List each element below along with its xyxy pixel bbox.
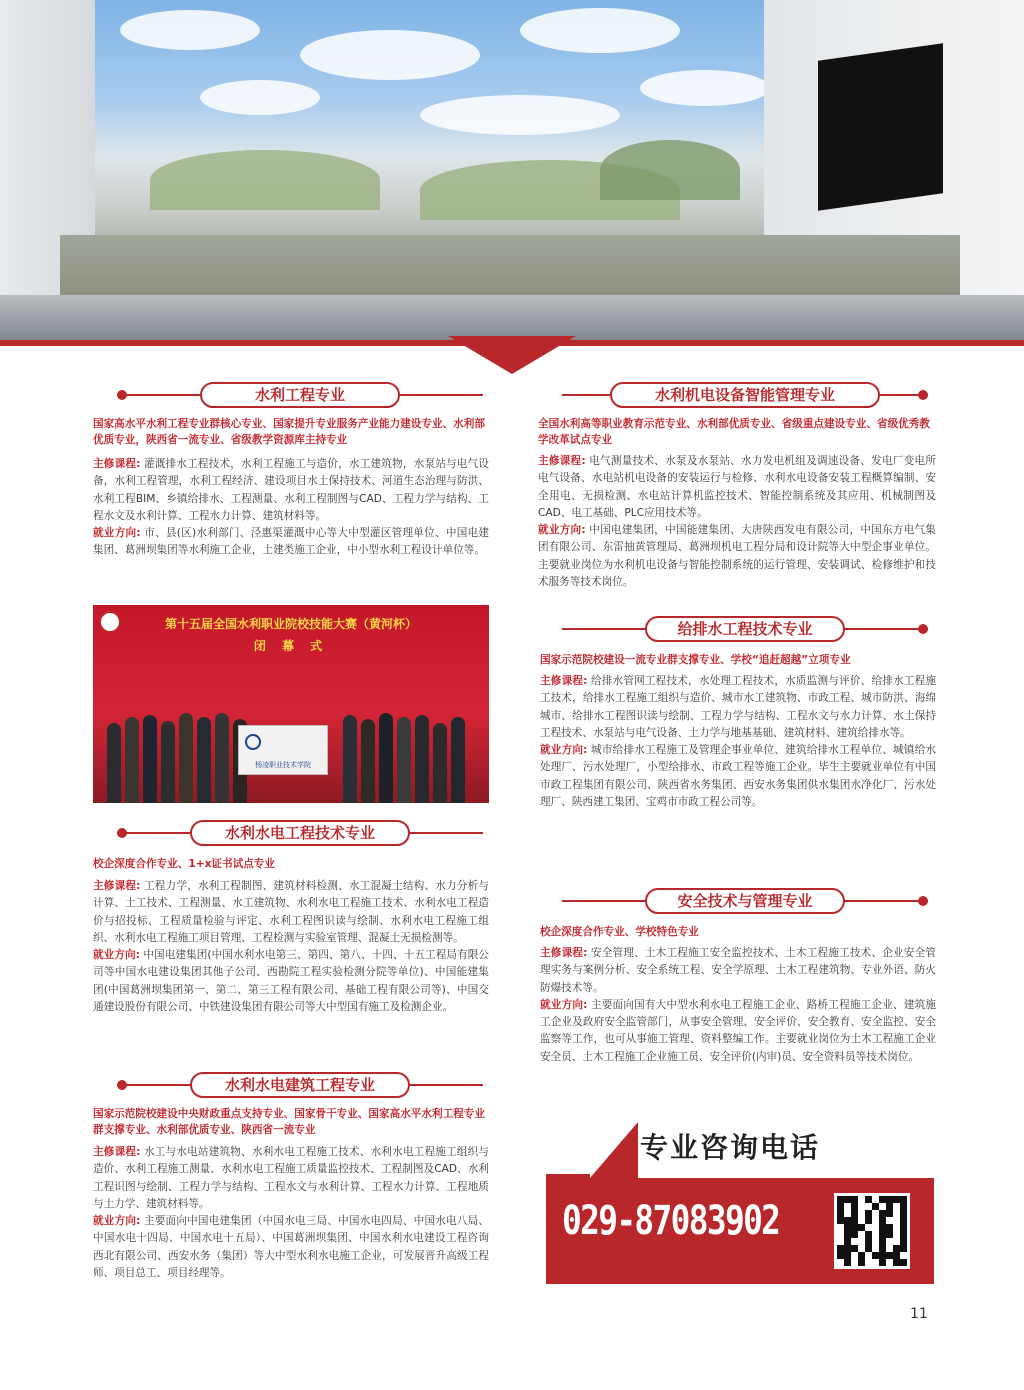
courses-text: 安全管理、土木工程施工安全监控技术、土木工程施工技术、企业安全管理实务与案例分析、安全系统工程、安全学原理、土木工程建筑物、专业外语、防火防爆技术等。 bbox=[540, 947, 936, 994]
courses-label: 主修课程: bbox=[540, 947, 588, 959]
section-title: 水利工程专业 bbox=[200, 382, 400, 408]
courses-label: 主修课程: bbox=[540, 675, 588, 687]
jobs-label: 就业方向: bbox=[538, 524, 586, 537]
photo-banner-title: 第十五届全国水利职业院校技能大赛（黄河杯） bbox=[164, 617, 417, 631]
section-body-shuili bbox=[93, 456, 489, 560]
jobs-label: 就业方向: bbox=[540, 998, 588, 1011]
section-tagline: 国家高水平水利工程专业群核心专业、国家提升专业服务产业能力建设专业、水利部优质专业，陕西省一流专业、省级教学资源库主持专业 bbox=[93, 418, 485, 446]
jobs-label: 就业方向: bbox=[540, 744, 588, 757]
contact-title: 专业咨询电话 bbox=[640, 1131, 821, 1164]
phone-number[interactable]: 029-87083902 bbox=[562, 1198, 780, 1244]
courses-label: 主修课程: bbox=[93, 880, 141, 892]
section-tagline: 国家示范院校建设中央财政重点支持专业、国家骨干专业、国家高水平水利工程专业群支撑专业、水利部优质专业、陕西省一流专业 bbox=[93, 1108, 485, 1136]
section-header-jidian bbox=[562, 382, 928, 408]
school-emblem-icon bbox=[245, 734, 261, 750]
jobs-label: 就业方向: bbox=[93, 527, 141, 540]
section-header-shuidian bbox=[117, 820, 483, 846]
section-title: 水利机电设备智能管理专业 bbox=[610, 382, 880, 408]
courses-label: 主修课程: bbox=[93, 458, 141, 470]
section-header-jianzhu bbox=[117, 1072, 483, 1098]
jobs-text: 中国电建集团，中国能建集团、大唐陕西发电有限公司，中国东方电气集团有限公司、东雷抽黄管理局、葛洲坝机电工程分局和设计院等大中型企事业单位。主要就业岗位为水利机电设备与智能控制系统的运行管理、安装调试、检修维护和技术服务等技术岗位。 bbox=[538, 524, 936, 589]
courses-label: 主修课程: bbox=[538, 455, 586, 467]
hero-photo-hydraulic-lab bbox=[0, 0, 1024, 342]
courses-text: 工程力学、水利工程制图、建筑材料检测、水工混凝土结构、水力分析与计算、土工技术、工程测量、水工建筑物、水利水电工程施工技术、水利水电工程造价与招投标、工程质量检验与评定、水利工程图识读与绘制、水利水电工程施工组织、水利水电工程施工项目管理、工程检测与实验室管理、混凝土无损检测等。 bbox=[93, 880, 489, 944]
section-tagline: 校企深度合作专业、学校特色专业 bbox=[540, 926, 699, 938]
hero-divider bbox=[448, 336, 576, 374]
jobs-text: 主要面向中国电建集团（中国水电三局、中国水电四局、中国水电八局、中国水电十四局、中国水电十五局）、中国葛洲坝集团、中国水利水电建设工程咨询西北有限公司、西安水务（集团）等大中型水利水电施工企业，可发展晋升高级工程师、项目总工、项目经理等。 bbox=[93, 1215, 489, 1280]
section-header-shuili bbox=[117, 382, 483, 408]
jobs-label: 就业方向: bbox=[93, 1215, 141, 1228]
section-title: 水利水电工程技术专业 bbox=[190, 820, 410, 846]
section-tagline: 国家示范院校建设一流专业群支撑专业、学校“追赶超越”立项专业 bbox=[540, 654, 851, 666]
qr-code-icon[interactable] bbox=[834, 1193, 910, 1269]
section-header-anquan bbox=[562, 888, 928, 914]
section-title: 安全技术与管理专业 bbox=[645, 888, 845, 914]
award-ceremony-photo bbox=[93, 605, 489, 803]
section-body-jianzhu bbox=[93, 1144, 489, 1282]
courses-label: 主修课程: bbox=[93, 1146, 141, 1158]
courses-text: 给排水管网工程技术，水处理工程技术，水质监测与评价、给排水工程施工技术，给排水工程施工组织与造价、城市水工建筑物、市政工程、城市防洪、海绵城市、给排水工程图识读与绘制、工程力学与结构、工程水文与水力计算、水土保持工程技术、水泵站与电气设备、土力学与地基基础、建筑材料、建筑给排水等。 bbox=[540, 675, 936, 739]
section-tagline: 校企深度合作专业、1+x证书试点专业 bbox=[93, 858, 275, 870]
page-number: 11 bbox=[910, 1306, 928, 1322]
section-title: 给排水工程技术专业 bbox=[645, 616, 845, 642]
section-title: 水利水电建筑工程专业 bbox=[190, 1072, 410, 1098]
section-body-anquan bbox=[540, 945, 936, 1066]
courses-text: 灌溉排水工程技术，水利工程施工与造价，水工建筑物，水泵站与电气设备，水利工程管理，水利工程经济、建设项目水土保持技术、河道生态治理与防洪、水利工程BIM、乡镇给排水、工程测量、水利工程制图与CAD、工程力学与结构、工程水文及水利计算、工程水力计算、建筑材料等。 bbox=[93, 458, 489, 522]
display-screen bbox=[818, 43, 943, 211]
section-tagline: 全国水利高等职业教育示范专业、水利部优质专业、省级重点建设专业、省级优秀教学改革试点专业 bbox=[538, 418, 930, 446]
section-body-jipaishui bbox=[540, 673, 936, 811]
courses-text: 电气测量技术、水泵及水泵站、水力发电机组及调速设备、发电厂变电所电气设备、水电站机电设备的安装运行与检修、水利水电设备安装工程概算编制、安全用电、无损检测、水电站计算机监控技术、智能控制系统及其应用、机械制图及CAD、电工基础、PLC应用技术等。 bbox=[538, 455, 936, 519]
jobs-label: 就业方向: bbox=[93, 949, 140, 962]
section-body-shuidian bbox=[93, 878, 489, 1016]
photo-banner-subtitle: 闭 幕 式 bbox=[253, 639, 329, 653]
jobs-text: 中国电建集团(中国水利水电第三、第四、第八、十四、十五工程局有限公司等中国水电建设集团其他子公司、西勘院工程实验检测分院等单位)、中国能建集团(中国葛洲坝集团第一、第二、第三工程有限公司、基础工程有限公司等)、中国交通建设股份有限公司、中铁建设集团有限公司等大中型国有施工及检测企业。 bbox=[93, 949, 489, 1014]
jobs-text: 主要面向国有大中型水利水电工程施工企业、路桥工程施工企业、建筑施工企业及政府安全监管部门，从事安全管理、安全评价、安全教育、安全监控、安全监察等工作，也可从事施工管理、资料整编工作。主要就业岗位为土木工程施工企业安全员、土木工程施工企业施工员、安全评价(内审)员、安全资料员等技术岗位。 bbox=[540, 998, 936, 1063]
section-body-jidian bbox=[538, 453, 936, 591]
section-header-jipaishui bbox=[562, 616, 928, 642]
jobs-text: 市、县(区)水利部门、泾惠渠灌溉中心等大中型灌区管理单位、中国电建集团、葛洲坝集团等水利施工企业，土建类施工企业，中小型水利工程设计单位等。 bbox=[93, 527, 489, 557]
jobs-text: 城市给排水工程施工及管理企事业单位、建筑给排水工程单位、城镇给水处理厂、污水处理厂，小型给排水、市政工程等施工企业。毕生主要就业单位有中国市政工程集团有限公司、陕西省水务集团、西安水务集团供水集团水净化厂、污水处理厂、陕西建工集团、宝鸡市市政工程公司等。 bbox=[540, 744, 936, 809]
courses-text: 水工与水电站建筑物、水利水电工程施工技术、水利水电工程施工组织与造价、水利工程施工测量、水利水电工程施工质量监控技术、工程制图及CAD、水利工程识图与绘制、工程力学与结构、工程水文与水利计算、工程水力计算、工程地质与土力学、建筑材料等。 bbox=[93, 1146, 489, 1210]
school-flag bbox=[238, 725, 328, 775]
flag-text: 杨凌职业技术学院 bbox=[255, 761, 311, 769]
